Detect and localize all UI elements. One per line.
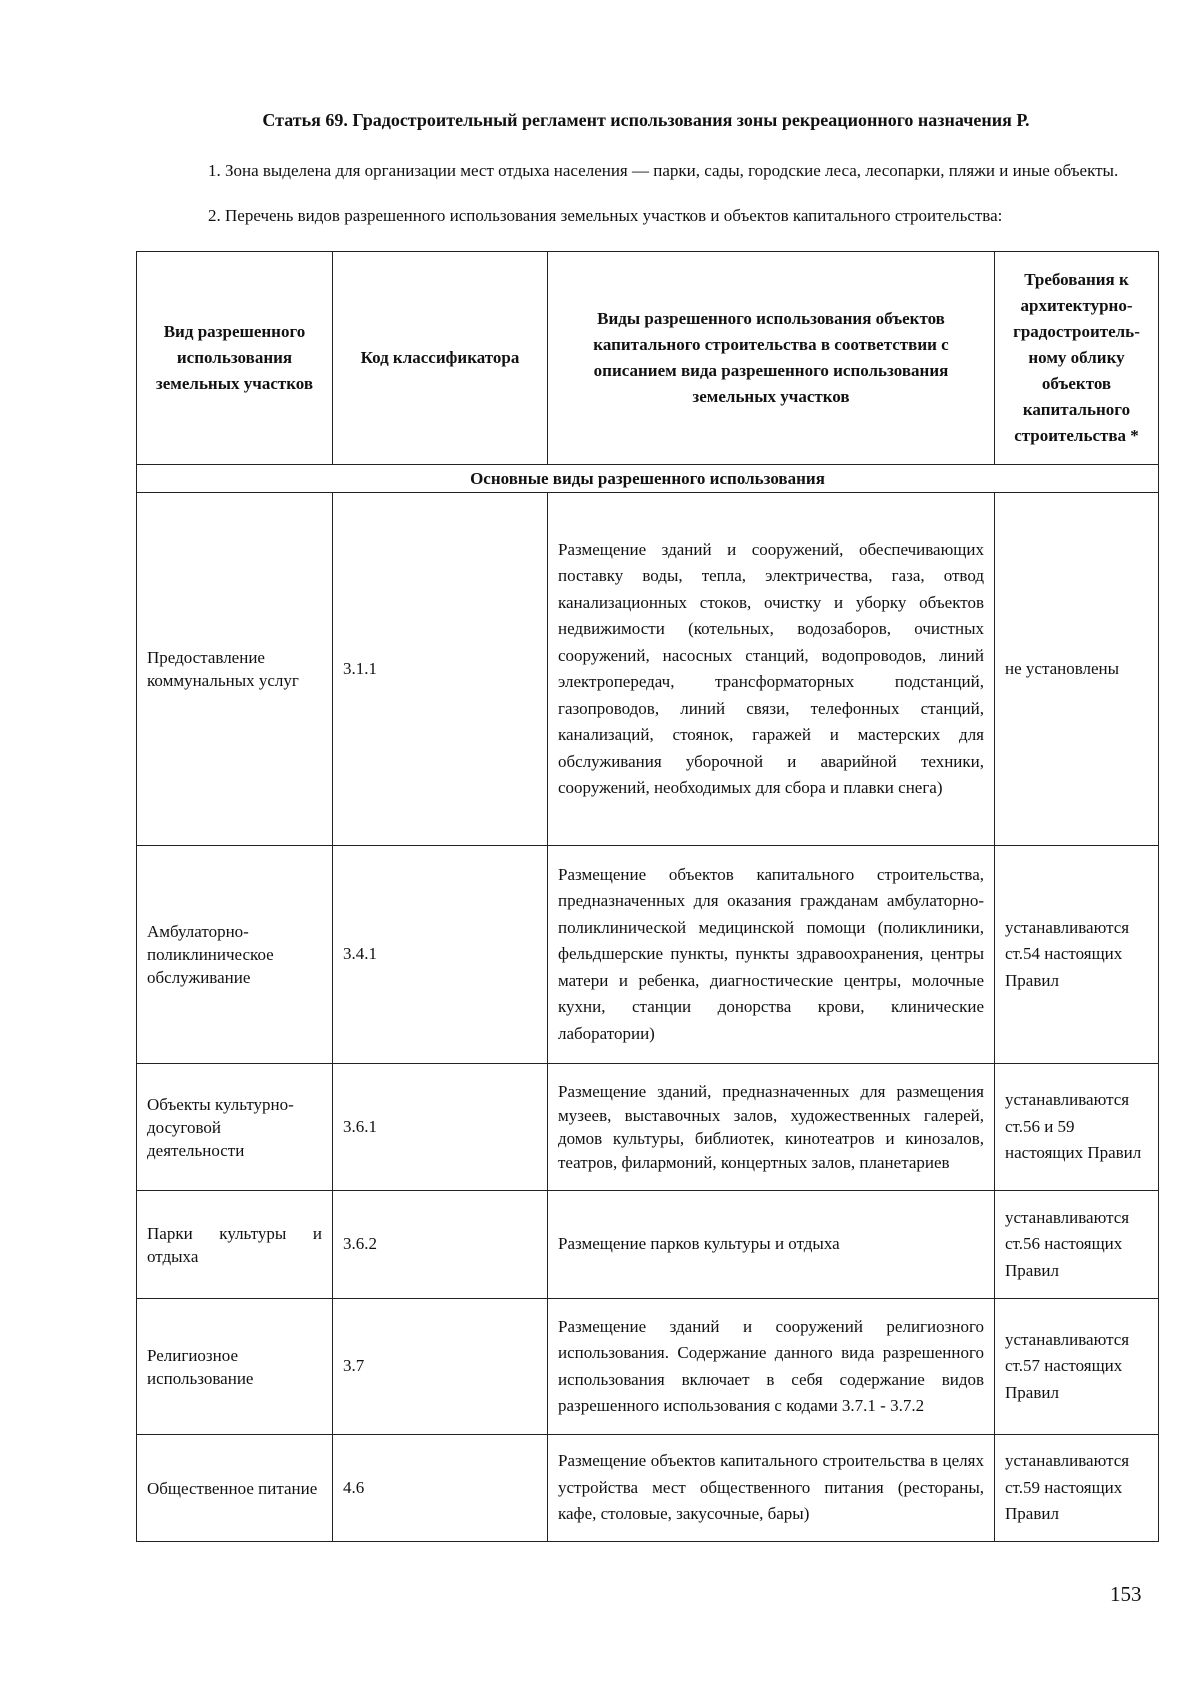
cell-requirements: не установлены — [995, 493, 1159, 846]
header-capital-objects-use: Виды разрешенного использования объектов капитального строительства в соответствии с описанием вида разрешенного использования земельных участков — [548, 252, 995, 465]
cell-land-use-type: Объекты культурно-досуговой деятельности — [137, 1064, 333, 1191]
cell-description: Размещение объектов капитального строительства в целях устройства мест общественного питания (рестораны, кафе, столовые, закусочные, бары) — [548, 1435, 995, 1542]
cell-description: Размещение зданий, предназначенных для размещения музеев, выставочных залов, художественных галерей, домов культуры, библиотек, кинотеатров и кинозалов, театров, филармоний, концертных залов, планетариев — [548, 1064, 995, 1191]
table-row — [137, 1064, 1159, 1191]
header-classifier-code: Код классификатора — [333, 252, 548, 465]
paragraph-list-intro — [136, 205, 1158, 226]
cell-land-use-type: Религиозное использование — [137, 1299, 333, 1435]
cell-land-use-type: Общественное питание — [137, 1435, 333, 1542]
cell-description: Размещение объектов капитального строительства, предназначенных для оказания гражданам амбулаторно-поликлинической медицинской помощи (поликлиники, фельдшерские пункты, пункты здравоохранения, центры матери и ребенка, диагностические центры, молочные кухни, станции донорства крови, клинические лаборатории) — [548, 846, 995, 1064]
cell-land-use-type: Амбулаторно-поликлиническое обслуживание — [137, 846, 333, 1064]
page-number: 153 — [1110, 1582, 1142, 1606]
cell-classifier-code: 3.6.1 — [333, 1064, 548, 1191]
table-row — [137, 1435, 1159, 1542]
paragraph-text: 1. Зона выделена для организации мест отдыха населения — парки, сады, городские леса, лесопарки, пляжи и иные объекты. — [208, 161, 1119, 180]
cell-requirements: устанавливаются ст.54 настоящих Правил — [995, 846, 1159, 1064]
cell-description: Размещение зданий и сооружений, обеспечивающих поставку воды, тепла, электричества, газа, отвод канализационных стоков, очистку и уборку объектов недвижимости (котельных, водозаборов, очистных сооружений, насосных станций, водопроводов, линий электропередач, трансформаторных подстанций, газопроводов, линий связи, телефонных станций, канализаций, стоянок, гаражей и мастерских для обслуживания уборочной и аварийной техники, сооружений, необходимых для сбора и плавки снега) — [548, 493, 995, 846]
cell-requirements: устанавливаются ст.56 настоящих Правил — [995, 1191, 1159, 1299]
cell-description: Размещение зданий и сооружений религиозного использования. Содержание данного вида разрешенного использования включает в себя содержание видов разрешенного использования с кодами 3.7.1 - 3.7.2 — [548, 1299, 995, 1435]
table-row — [137, 493, 1159, 846]
table-row — [137, 1299, 1159, 1435]
header-land-use-type: Вид разрешенного использования земельных участков — [137, 252, 333, 465]
cell-classifier-code: 3.6.2 — [333, 1191, 548, 1299]
cell-classifier-code: 3.7 — [333, 1299, 548, 1435]
cell-description: Размещение парков культуры и отдыха — [548, 1191, 995, 1299]
table-row — [137, 846, 1159, 1064]
table-header-row — [137, 252, 1159, 465]
permitted-use-table — [136, 251, 1159, 1542]
cell-classifier-code: 3.1.1 — [333, 493, 548, 846]
cell-requirements: устанавливаются ст.57 настоящих Правил — [995, 1299, 1159, 1435]
paragraph-zone-purpose — [136, 160, 1158, 181]
cell-requirements: устанавливаются ст.56 и 59 настоящих Правил — [995, 1064, 1159, 1191]
table-row — [137, 1191, 1159, 1299]
section-title: Основные виды разрешенного использования — [137, 465, 1159, 493]
paragraph-text: 2. Перечень видов разрешенного использования земельных участков и объектов капитального строительства: — [208, 206, 1003, 225]
cell-land-use-type: Парки культуры и отдыха — [137, 1191, 333, 1299]
cell-land-use-type: Предоставление коммунальных услуг — [137, 493, 333, 846]
section-row — [137, 465, 1159, 493]
article-title: Статья 69. Градостроительный регламент использования зоны рекреационного назначения Р. — [262, 110, 1030, 130]
cell-requirements: устанавливаются ст.59 настоящих Правил — [995, 1435, 1159, 1542]
cell-classifier-code: 3.4.1 — [333, 846, 548, 1064]
cell-classifier-code: 4.6 — [333, 1435, 548, 1542]
header-architecture-requirements: Требования к архитектурно-градостроительному облику объектов капитального строительства * — [995, 252, 1159, 465]
